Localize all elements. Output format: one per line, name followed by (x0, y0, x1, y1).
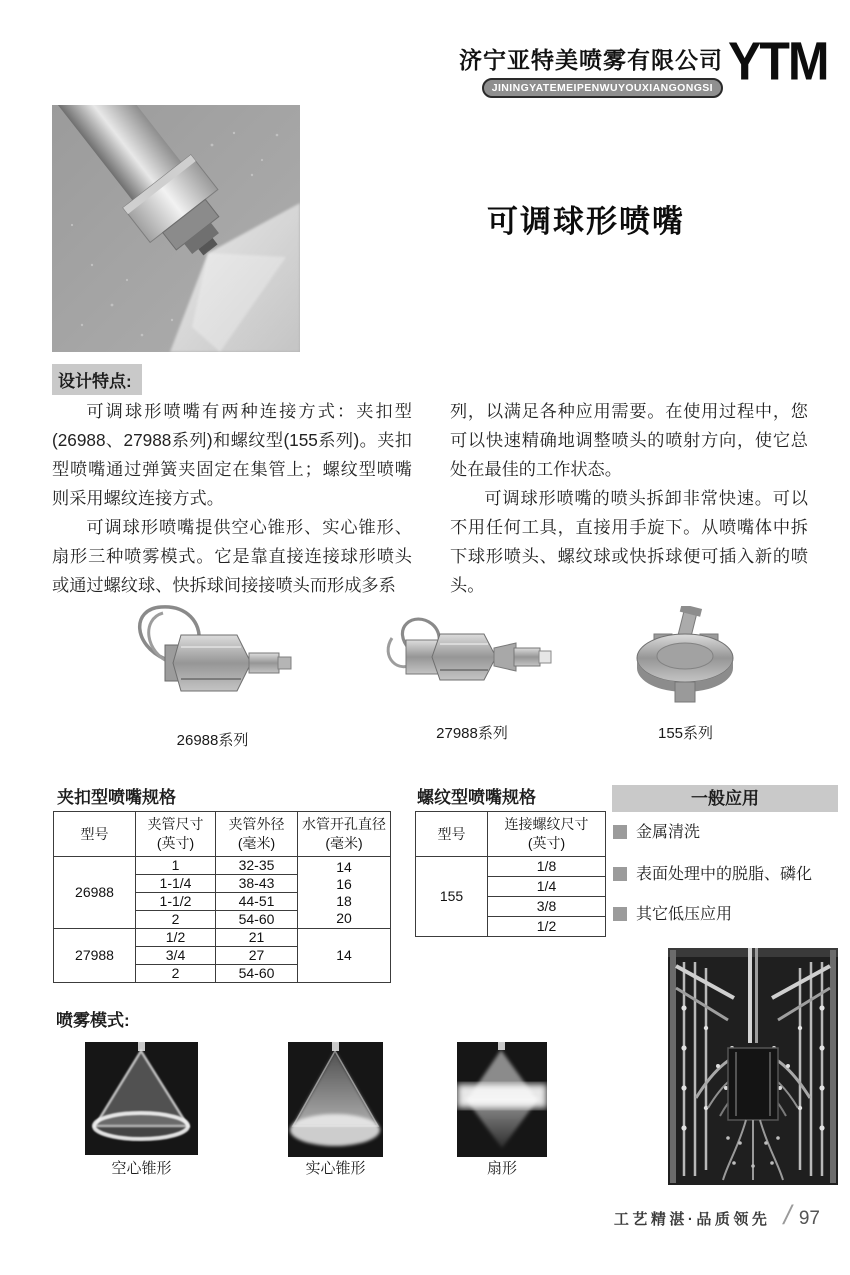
footer-slogan: 工艺精湛·品质领先 (613, 1211, 771, 1228)
od-cell: 54-60 (216, 965, 298, 983)
col-header-hole-diameter (298, 812, 391, 857)
header-line: 水管开孔直径 (302, 816, 386, 832)
page-title: 可调球形喷嘴 (487, 204, 685, 239)
clamp-spec-table (53, 811, 391, 983)
design-features-label: 设计特点: (52, 364, 142, 395)
product-label-27988: 27988系列 (436, 725, 508, 742)
page-number: 97 (798, 1208, 820, 1229)
col-header-model: 型号 (416, 812, 488, 857)
od-cell: 21 (216, 929, 298, 947)
od-cell: 54-60 (216, 911, 298, 929)
od-cell: 27 (216, 947, 298, 965)
model-cell: 26988 (54, 857, 136, 929)
company-name-pinyin-pill: JININGYATEMEIPENWUYOUXIANGONGSI (482, 78, 723, 98)
application-label: 金属清洗 (636, 824, 701, 841)
table-row (54, 857, 391, 875)
col-header-model: 型号 (54, 812, 136, 857)
thread-spec-table (415, 811, 606, 937)
thread-size-cell: 1/2 (488, 917, 606, 937)
header-unit: (毫米) (237, 835, 276, 851)
clamp-table-title: 夹扣型喷嘴规格 (57, 788, 176, 807)
application-item (613, 824, 700, 842)
design-text-left-column (52, 397, 412, 600)
application-label: 其它低压应用 (636, 906, 733, 923)
applications-header: 一般应用 (612, 785, 838, 812)
product-label-26988: 26988系列 (176, 732, 249, 749)
application-item (613, 866, 812, 884)
size-cell: 1 (136, 857, 216, 875)
thread-table-title: 螺纹型喷嘴规格 (417, 788, 536, 807)
hole-value: 16 (336, 875, 352, 892)
footer-slash-divider: / (781, 1200, 796, 1230)
design-text-right-column (450, 397, 808, 600)
header-line: 夹管尺寸 (147, 816, 204, 832)
product-illustration-155 (628, 606, 743, 713)
square-bullet-icon (613, 825, 627, 839)
product-illustration-26988 (125, 595, 300, 718)
size-cell: 1-1/4 (136, 875, 216, 893)
table-row (54, 929, 391, 947)
hole-value: 18 (336, 892, 352, 909)
paragraph: 可调球形喷嘴提供空心锥形、实心锥形、扇形三种喷雾模式。它是靠直接连接球形喷头或通过螺纹球、快拆球间接接喷头而形成多系 (52, 517, 412, 595)
header-unit: (英寸) (156, 835, 195, 851)
paragraph: 列，以满足各种应用需要。在使用过程中，您可以快速精确地调整喷头的喷射方向，使它总处在最佳的工作状态。 (450, 401, 808, 479)
paragraph: 可调球形喷嘴的喷头拆卸非常快速。可以不用任何工具，直接用手旋下。从喷嘴体中拆下球形喷头、螺纹球或快拆球便可插入新的喷头。 (450, 488, 808, 595)
thread-size-cell: 3/8 (488, 897, 606, 917)
od-cell: 38-43 (216, 875, 298, 893)
od-cell: 44-51 (216, 893, 298, 911)
square-bullet-icon (613, 867, 627, 881)
spray-image-hollow-cone (85, 1042, 198, 1155)
size-cell: 1/2 (136, 929, 216, 947)
size-cell: 1-1/2 (136, 893, 216, 911)
col-header-pipe-size (136, 812, 216, 857)
size-cell: 3/4 (136, 947, 216, 965)
model-cell: 27988 (54, 929, 136, 983)
col-header-pipe-od (216, 812, 298, 857)
header-unit: (英寸) (527, 835, 566, 851)
product-label-155: 155系列 (657, 725, 714, 742)
table-header-row (54, 812, 391, 857)
spray-label-full-cone: 实心锥形 (305, 1160, 366, 1177)
size-cell: 2 (136, 965, 216, 983)
hole-value: 20 (336, 909, 352, 926)
spray-label-fan: 扇形 (486, 1160, 517, 1177)
spray-tunnel-photo (668, 948, 838, 1190)
spray-image-fan (457, 1042, 547, 1157)
company-name: 济宁亚特美喷雾有限公司 (459, 47, 723, 73)
thread-size-cell: 1/8 (488, 857, 606, 877)
table-row (416, 857, 606, 877)
col-header-thread-size (488, 812, 606, 857)
od-cell: 32-35 (216, 857, 298, 875)
hole-cell: 14 (298, 929, 391, 983)
application-item (613, 906, 732, 924)
hole-cell-group (298, 857, 391, 929)
footer (520, 1200, 820, 1230)
model-cell: 155 (416, 857, 488, 937)
header-unit: (毫米) (325, 835, 363, 851)
header-company-block (290, 42, 723, 98)
thread-size-cell: 1/4 (488, 877, 606, 897)
square-bullet-icon (613, 907, 627, 921)
size-cell: 2 (136, 911, 216, 929)
application-label: 表面处理中的脱脂、磷化 (636, 866, 813, 883)
spray-label-hollow-cone: 空心锥形 (111, 1160, 172, 1177)
hole-value: 14 (336, 858, 352, 875)
paragraph: 可调球形喷嘴有两种连接方式：夹扣型(26988、27988系列)和螺纹型(155系列)。夹扣型喷嘴通过弹簧夹固定在集管上；螺纹型喷嘴则采用螺纹连接方式。 (52, 401, 412, 508)
header-line: 夹管外径 (228, 816, 285, 832)
header-line: 连接螺纹尺寸 (504, 816, 589, 832)
ytm-logo: YTM (728, 31, 828, 92)
nozzle-spray-photo (52, 105, 300, 357)
spray-modes-title: 喷雾模式: (56, 1011, 130, 1030)
product-illustration-27988 (378, 610, 566, 711)
table-header-row (416, 812, 606, 857)
spray-image-full-cone (288, 1042, 383, 1157)
